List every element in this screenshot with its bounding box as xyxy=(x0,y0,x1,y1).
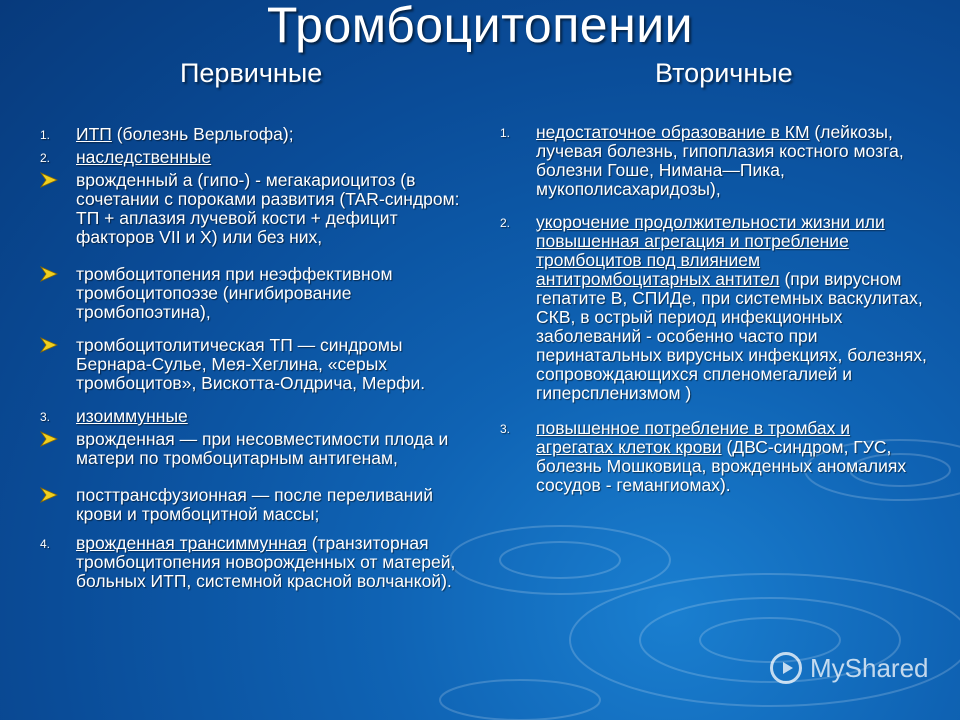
underlined-term: недостаточное образование в КМ xyxy=(536,122,810,142)
left-list-item xyxy=(40,148,460,167)
underlined-term: наследственные xyxy=(76,147,212,167)
item-description: врожденная — при несовместимости плода и матери по тромбоцитарным антигенам, xyxy=(76,429,449,468)
arrow-bullet-icon xyxy=(40,172,58,188)
list-number: 1. xyxy=(40,128,51,142)
list-item-text xyxy=(536,418,906,495)
watermark-logo xyxy=(770,652,929,684)
left-list-item xyxy=(40,430,460,468)
item-description: (болезнь Верльгофа); xyxy=(111,124,294,144)
arrow-bullet-icon xyxy=(40,266,58,282)
underlined-term: изоиммунные xyxy=(76,406,188,426)
underlined-term: укорочение продолжительности жизни или повышенная агрегация и потребление тромбоцитов под влиянием антитромбоцитарных антител xyxy=(536,212,885,289)
item-description: посттрансфузионная — после переливаний крови и тромбоцитной массы; xyxy=(76,485,434,524)
underlined-term: ИТП xyxy=(76,124,112,144)
list-item-text xyxy=(76,264,392,322)
right-list-item xyxy=(500,123,930,199)
right-list-item xyxy=(500,213,930,403)
item-description: (при вирусном гепатите В, СПИДе, при системных васкулитах, СКВ, в острый период инфекционных заболеваний - особенно часто при перинатальных вирусных инфекциях, болезнях, сопровождающихся спленомегалией и гиперспленизмом ) xyxy=(536,269,927,403)
slide-title: Тромбоцитопении xyxy=(266,0,694,53)
list-item-text xyxy=(76,335,425,393)
list-number: 2. xyxy=(40,151,51,165)
left-list-item xyxy=(40,486,460,524)
list-item-text xyxy=(536,122,904,199)
list-number: 2. xyxy=(500,216,511,230)
left-list-item xyxy=(40,171,460,247)
list-item-text xyxy=(76,406,188,426)
primary-column-header: Первичные xyxy=(180,58,323,88)
play-logo-icon xyxy=(770,652,802,684)
list-item-text xyxy=(76,429,448,468)
left-list-item xyxy=(40,534,460,591)
list-number: 1. xyxy=(500,126,511,140)
item-description: (ДВС-синдром, ГУС, болезнь Мошковица, врожденных аномалиях сосудов - гемангиомах). xyxy=(536,437,907,495)
item-description: (лейкозы, лучевая болезнь, гипоплазия костного мозга, болезни Гоше, Нимана—Пика, мукополисахаридозы), xyxy=(536,122,904,199)
list-number: 4. xyxy=(40,537,51,551)
arrow-bullet-icon xyxy=(40,337,58,353)
secondary-list xyxy=(500,123,930,495)
right-list-item xyxy=(500,419,930,495)
left-list-item xyxy=(40,407,460,426)
item-description: (транзиторная тромбоцитопения новорожденных от матерей, больных ИТП, системной красной волчанкой). xyxy=(76,533,456,591)
underlined-term: повышенное потребление в тромбах и агрегатах клеток крови xyxy=(536,418,851,457)
item-description: тромбоцитолитическая ТП — синдромы Бернара-Сулье, Мея-Хеглина, «серых тромбоцитов», Вискотта-Олдрича, Мерфи. xyxy=(76,335,426,393)
list-item-text xyxy=(76,485,433,524)
item-description: тромбоцитопения при неэффективном тромбоцитопоэзе (ингибирование тромбопоэтина), xyxy=(76,264,393,322)
list-item-text xyxy=(76,533,455,591)
list-item-text xyxy=(76,147,211,167)
list-number: 3. xyxy=(500,422,511,436)
list-number: 3. xyxy=(40,410,51,424)
left-list-item xyxy=(40,336,460,393)
secondary-column-header: Вторичные xyxy=(655,58,793,88)
left-list-item xyxy=(40,265,460,322)
watermark-text: MyShared xyxy=(810,652,929,683)
item-description: врожденный а (гипо-) - мегакариоцитоз (в сочетании с пороками развития (TAR-синдром: ТП + аплазия лучевой кости + дефицит факторов VII и X) или без них, xyxy=(76,170,460,247)
primary-list xyxy=(40,125,460,591)
arrow-bullet-icon xyxy=(40,431,58,447)
left-list-item xyxy=(40,125,460,144)
list-item-text xyxy=(76,170,460,247)
underlined-term: врожденная трансиммунная xyxy=(76,533,307,553)
arrow-bullet-icon xyxy=(40,487,58,503)
list-item-text xyxy=(76,124,294,144)
list-item-text xyxy=(536,212,927,403)
